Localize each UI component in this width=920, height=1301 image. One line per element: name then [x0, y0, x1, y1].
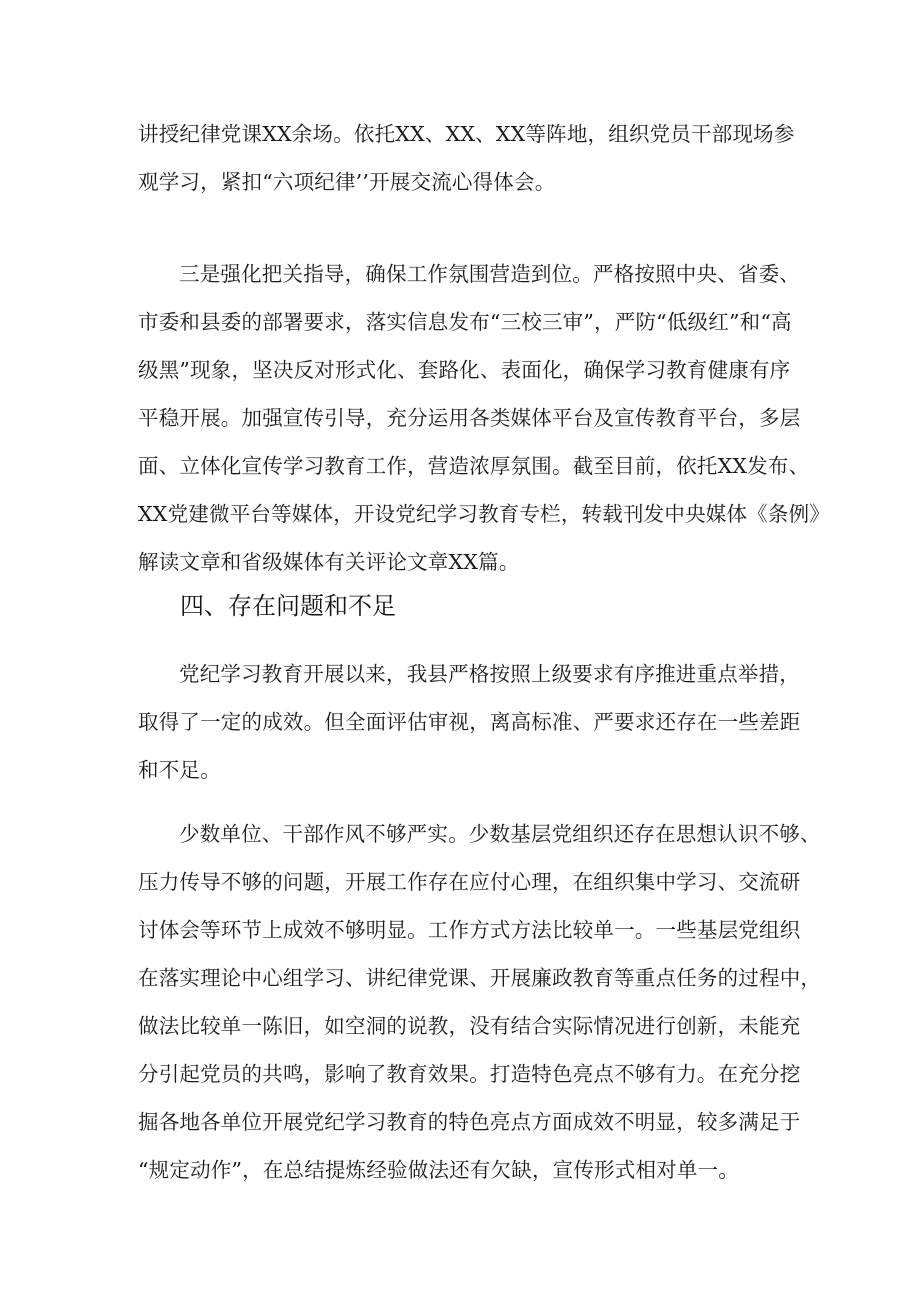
text-line: 做法比较单一陈旧，如空洞的说教，没有结合实际情况进行创新，未能充	[138, 1014, 801, 1038]
text-line-wrap	[138, 810, 821, 858]
text-line-wrap	[138, 250, 798, 298]
text-line: “规定动作”，在总结提炼经验做法还有欠缺，宣传形式相对单一。	[138, 1158, 739, 1182]
text-line: 三是强化把关指导，确保工作氛围营造到位。严格按照中央、省委、	[179, 262, 800, 286]
text-line: 面、立体化宣传学习教育工作，营造浓厚氛围。截至目前，依托XX发布、	[138, 454, 810, 478]
text-line: 分引起党员的共鸣，影响了教育效果。打造特色亮点不够有力。在充分挖	[138, 1062, 801, 1086]
text-line: 和不足。	[138, 758, 221, 782]
paragraph-problems	[138, 810, 822, 1194]
text-line: 在落实理论中心组学习、讲纪律党课、开展廉政教育等重点任务的过程中，	[138, 966, 822, 990]
paragraph-overview	[138, 650, 801, 794]
text-line: 掘各地各单位开展党纪学习教育的特色亮点方面成效不明显，较多满足于	[138, 1110, 801, 1134]
text-line: 解读文章和省级媒体有关评论文章XX篇。	[138, 550, 520, 574]
text-line: 党纪学习教育开展以来，我县严格按照上级要求有序推进重点举措，	[179, 662, 800, 686]
paragraph-continuation	[138, 110, 798, 206]
text-line: 少数单位、干部作风不够严实。少数基层党组织还存在思想认识不够、	[179, 822, 821, 846]
text-line: 观学习，紧扣“六项纪律’’开展交流心得体会。	[138, 170, 556, 194]
text-line: 取得了一定的成效。但全面评估审视，离高标准、严要求还存在一些差距	[138, 710, 801, 734]
text-line: 讨体会等环节上成效不够明显。工作方式方法比较单一。一些基层党组织	[138, 918, 801, 942]
text-line: 级黑”现象，坚决反对形式化、套路化、表面化，确保学习教育健康有序	[138, 358, 791, 382]
text-line: XX党建微平台等媒体，开设党纪学习教育专栏，转载刊发中央媒体《条例》	[138, 502, 830, 526]
text-line: 平稳开展。加强宣传引导，充分运用各类媒体平台及宣传教育平台，多层	[138, 406, 801, 430]
text-line: 市委和县委的部署要求，落实信息发布“三校三审”，严防“低级红”和“高	[138, 310, 792, 334]
paragraph-guidance	[138, 250, 830, 586]
text-line: 讲授纪律党课XX余场。依托XX、XX、XX等阵地，组织党员干部现场参	[138, 122, 795, 146]
text-line-wrap	[138, 650, 798, 698]
section-heading: 四、存在问题和不足	[180, 592, 396, 620]
text-line: 压力传导不够的问题，开展工作存在应付心理，在组织集中学习、交流研	[138, 870, 801, 894]
